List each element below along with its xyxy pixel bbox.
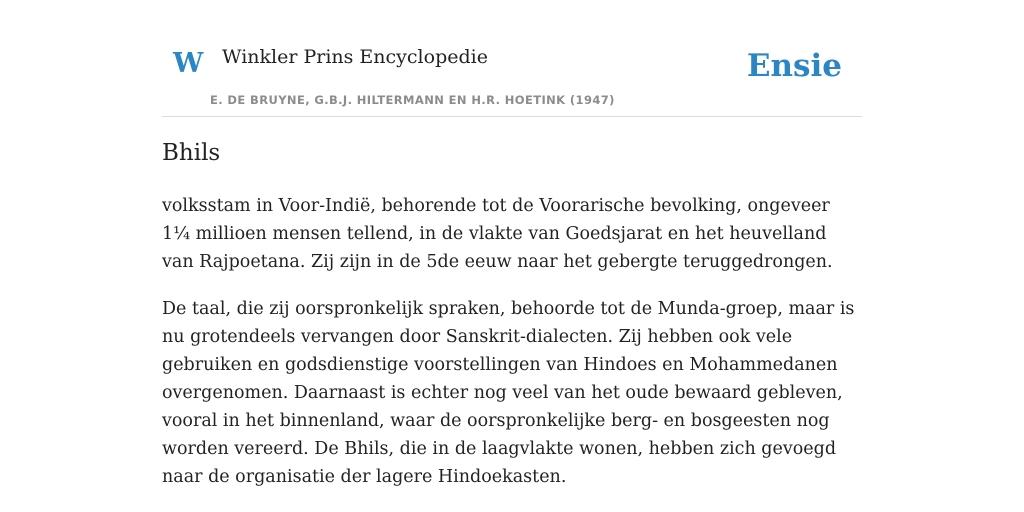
article-title: Bhils [162,140,221,166]
site-name[interactable]: Winkler Prins Encyclopedie [222,46,488,68]
authors-credit: E. DE BRUYNE, G.B.J. HILTERMANN EN H.R. HOETINK (1947) [210,93,615,107]
article-paragraph: volksstam in Voor-Indië, behorende tot de Voorarische bevolking, ongeveer 1¼ millioen mensen tellend, in de vlakte van Goedsjarat en het heuvelland van Rajpoetana. Zij zijn in de 5de eeuw naar het gebergte teruggedrongen. [162,196,833,272]
article-paragraph: De taal, die zij oorspronkelijk spraken, behoorde tot de Munda-groep, maar is nu grotendeels vervangen door Sanskrit-dialecten. Zij hebben ook vele gebruiken en godsdienstige voorstellingen van Hindoes en Mohammedanen overgenomen. Daarnaast is echter nog veel van het oude bewaard gebleven, vooral in het binnenland, waar de oorspronkelijke berg- en bosgeesten nog worden vereerd. De Bhils, die in de laagvlakte wonen, hebben zich gevoegd naar de organisatie der lagere Hindoekasten. [162,299,855,487]
brand-logo[interactable]: Ensie [746,48,842,84]
site-logo-icon[interactable]: W [173,48,204,79]
article-body [162,192,862,510]
header [162,0,862,117]
